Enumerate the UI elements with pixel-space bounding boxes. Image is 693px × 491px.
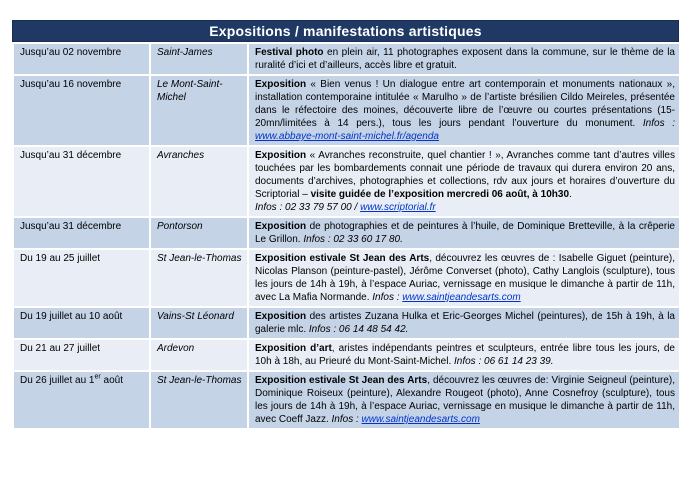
event-info: Infos : [642, 118, 675, 129]
event-keyword: Exposition [255, 150, 307, 161]
event-info: Infos : 02 33 79 57 00 / [255, 202, 361, 213]
event-text: « Avranches reconstruite, quel chantier ! », Avranches comme tant d’autres villes touchées par les bombardements connait une période de travaux qui durera environ 20 ans, documents d’archives, photographies et collections, rdv aux jours et horaires d’ouverture du Scriptorial – [255, 150, 675, 200]
event-link[interactable]: www.scriptorial.fr [360, 202, 436, 213]
event-date [13, 371, 150, 429]
event-date: Du 19 juillet au 10 août [13, 307, 150, 339]
event-row [13, 249, 680, 307]
event-place: Avranches [150, 146, 248, 217]
event-description [248, 307, 680, 339]
event-text: de photographies et de peintures à l’huile, de Dominique Bretteville, à la crêperie Le Grillon. [255, 221, 675, 245]
event-description [248, 339, 680, 371]
event-text: , aristes indépendants peintres et sculpteurs, entrée libre tous les jours, de 10h à 18h, au Prieuré du Mont-Saint-Michel. [255, 343, 675, 367]
event-text: « Bien venus ! Un dialogue entre art contemporain et monuments nationaux », installation contemporaine intitulée « Marulho » de l’artiste brésilien Cildo Meireles, présentée dans le réfectoire des moines, découverte libre de l’œuvre ou courtes présentations (15-20mn/limitées à 14 pers.), tous les jours pendant l’ouverture du monument. [255, 79, 675, 129]
event-text-end: . [569, 189, 572, 200]
event-info: Infos : 06 14 48 54 42. [308, 324, 409, 335]
event-date-end: août [100, 375, 123, 386]
event-link[interactable]: www.saintjeandesarts.com [361, 414, 480, 425]
event-place: Ardevon [150, 339, 248, 371]
events-table [12, 42, 681, 430]
event-visit: visite guidée de l’exposition mercredi 06 août, à 10h30 [310, 189, 570, 200]
event-place: Saint-James [150, 43, 248, 75]
event-row [13, 43, 680, 75]
event-date: Jusqu’au 16 novembre [13, 75, 150, 146]
event-text: des artistes Zuzana Hulka et Eric-Georges Michel (peintures), de 15h à 19h, à la galerie mlc. [255, 311, 675, 335]
event-description [248, 371, 680, 429]
event-keyword: Festival photo [255, 47, 324, 58]
event-info: Infos : 06 61 14 23 39. [454, 356, 554, 367]
event-place: St Jean-le-Thomas [150, 371, 248, 429]
event-row [13, 146, 680, 217]
event-keyword: Exposition estivale St Jean des Arts [255, 253, 430, 264]
event-date: Jusqu’au 31 décembre [13, 146, 150, 217]
event-row [13, 307, 680, 339]
event-date: Jusqu’au 31 décembre [13, 217, 150, 249]
event-row [13, 371, 680, 429]
event-info: Infos : 02 33 60 17 80. [303, 234, 403, 245]
event-place: St Jean-le-Thomas [150, 249, 248, 307]
event-date: Jusqu’au 02 novembre [13, 43, 150, 75]
event-keyword: Exposition [255, 221, 307, 232]
event-description [248, 217, 680, 249]
event-date: Du 19 au 25 juillet [13, 249, 150, 307]
event-info: Infos : [331, 414, 362, 425]
events-sheet [12, 20, 679, 430]
event-keyword: Exposition [255, 79, 307, 90]
event-description [248, 249, 680, 307]
event-row [13, 339, 680, 371]
event-text: en plein air, 11 photographes exposent dans la commune, sur le thème de la ruralité d’ici et d’ailleurs, accès libre et gratuit. [255, 47, 675, 71]
event-date-ordinal: er [94, 373, 101, 381]
section-title: Expositions / manifestations artistiques [12, 20, 679, 42]
event-place: Pontorson [150, 217, 248, 249]
event-place: Le Mont-Saint-Michel [150, 75, 248, 146]
event-keyword: Exposition [255, 311, 307, 322]
event-info: Infos : [372, 292, 403, 303]
event-description [248, 75, 680, 146]
event-row [13, 217, 680, 249]
event-date: Du 21 au 27 juillet [13, 339, 150, 371]
event-description [248, 43, 680, 75]
event-text: , découvrez les œuvres de : Isabelle Giguet (peinture), Nicolas Planson (peinture-pastel), Jérôme Converset (photo), Cathy Langlois (sculpture), tous les jours de 14h à 19h, à l’espace Auriac, vernissage en musique le dimanche à partir de 11h, avec La Mafia Normande. [255, 253, 676, 303]
event-keyword: Exposition estivale St Jean des Arts [255, 375, 428, 386]
event-text: , découvrez les œuvres de: Virginie Seigneul (peinture), Dominique Roiseux (peinture), Alexandre Rougeot (photo), Anne Cosnefroy (sculpture), tous les jours de 14h à 19h, à l’espace Auriac, vernissage en musique le dimanche à partir de 11h, avec Coeff Jazz. [255, 375, 676, 425]
event-keyword: Exposition d’art [255, 343, 332, 354]
event-link[interactable]: www.saintjeandesarts.com [402, 292, 521, 303]
event-description [248, 146, 680, 217]
event-place: Vains-St Léonard [150, 307, 248, 339]
event-link[interactable]: www.abbaye-mont-saint-michel.fr/agenda [255, 131, 439, 142]
event-row [13, 75, 680, 146]
event-date-start: Du 26 juillet au 1 [20, 375, 95, 386]
